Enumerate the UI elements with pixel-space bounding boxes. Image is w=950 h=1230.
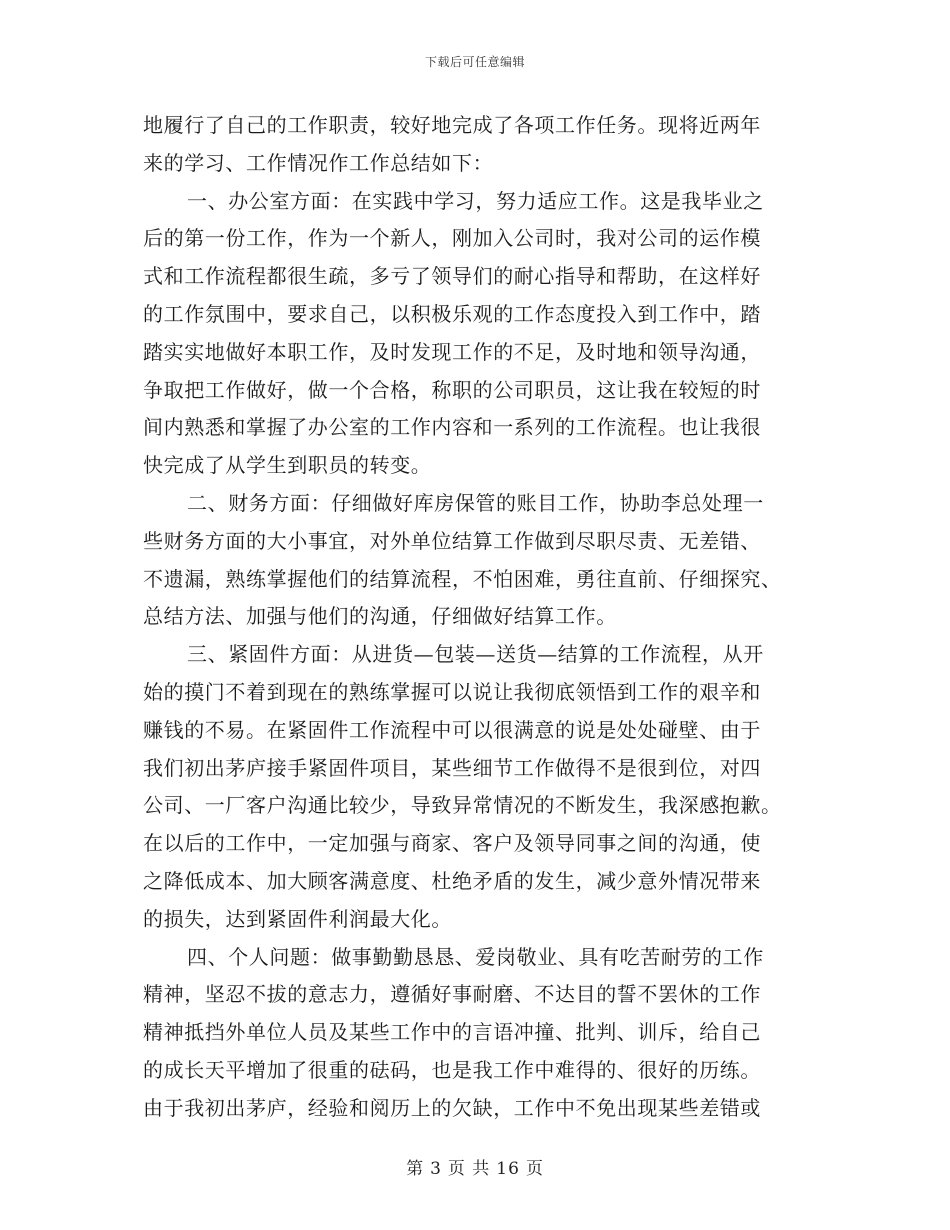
footer-suffix: 页: [525, 1159, 544, 1179]
text-line: 我们初出茅庐接手紧固件项目，某些细节工作做得不是很到位，对四: [143, 755, 761, 780]
paragraph-finance: [143, 485, 808, 636]
text-line: 的损失，达到紧固件利润最大化。: [143, 906, 452, 931]
text-line: 快完成了从学生到职员的转变。: [143, 453, 432, 478]
text-line: 不遗漏，熟练掌握他们的结算流程，不怕困难，勇往直前、仔细探究、: [143, 566, 782, 591]
text-line: 地履行了自己的工作职责，较好地完成了各项工作任务。现将近两年: [143, 113, 761, 137]
paragraph-personal: [143, 939, 808, 1128]
text-line: 间内熟悉和掌握了办公室的工作内容和一系列的工作流程。也让我很: [143, 415, 761, 440]
text-line: 四、个人问题：做事勤勤恳恳、爱岗敬业、具有吃苦耐劳的工作: [187, 944, 764, 969]
text-line: 争取把工作做好，做一个合格，称职的公司职员，这让我在较短的时: [143, 377, 761, 402]
text-line: 二、财务方面：仔细做好库房保管的账目工作，协助李总处理一: [187, 490, 764, 515]
text-line: 一、办公室方面：在实践中学习，努力适应工作。这是我毕业之: [187, 188, 764, 213]
text-line: 由于我初出茅庐，经验和阅历上的欠缺，工作中不免出现某些差错或: [143, 1095, 761, 1120]
paragraph-fasteners: [143, 636, 808, 938]
total-page-count: 16: [496, 1159, 520, 1179]
footer-prefix: 第: [406, 1159, 425, 1179]
paragraph-office: [143, 183, 808, 485]
text-line: 式和工作流程都很生疏，多亏了领导们的耐心指导和帮助，在这样好: [143, 264, 761, 289]
text-line: 在以后的工作中，一定加强与商家、客户及领导同事之间的沟通，使: [143, 831, 761, 856]
page-header: 下载后可任意编辑: [424, 55, 525, 69]
text-line: 三、紧固件方面：从进货—包装—送货—结算的工作流程，从开: [187, 642, 764, 667]
footer-middle: 页 共: [447, 1159, 491, 1179]
text-line: 些财务方面的大小事宜，对外单位结算工作做到尽职尽责、无差错、: [143, 528, 761, 553]
text-line: 踏实实地做好本职工作，及时发现工作的不足，及时地和领导沟通，: [143, 339, 761, 364]
paragraph-intro: [143, 107, 808, 183]
text-line: 精神抵挡外单位人员及某些工作中的言语冲撞、批判、训斥，给自己: [143, 1020, 761, 1045]
current-page-number: 3: [430, 1159, 442, 1179]
text-line: 来的学习、工作情况作工作总结如下：: [143, 150, 494, 175]
text-line: 之降低成本、加大顾客满意度、杜绝矛盾的发生，减少意外情况带来: [143, 868, 761, 893]
document-body: [143, 107, 808, 1128]
text-line: 赚钱的不易。在紧固件工作流程中可以很满意的说是处处碰壁、由于: [143, 717, 761, 742]
text-line: 公司、一厂客户沟通比较少，导致异常情况的不断发生，我深感抱歉。: [143, 793, 782, 818]
text-line: 后的第一份工作，作为一个新人，刚加入公司时，我对公司的运作模: [143, 226, 761, 251]
text-line: 始的摸门不着到现在的熟练掌握可以说让我彻底领悟到工作的艰辛和: [143, 679, 761, 704]
text-line: 的工作氛围中，要求自己，以积极乐观的工作态度投入到工作中，踏: [143, 301, 761, 326]
text-line: 总结方法、加强与他们的沟通，仔细做好结算工作。: [143, 604, 617, 629]
text-line: 的成长天平增加了很重的砝码，也是我工作中难得的、很好的历练。: [143, 1057, 761, 1082]
text-line: 精神，坚忍不拔的意志力，遵循好事耐磨、不达目的誓不罢休的工作: [143, 982, 761, 1007]
page-footer: [0, 1154, 950, 1179]
